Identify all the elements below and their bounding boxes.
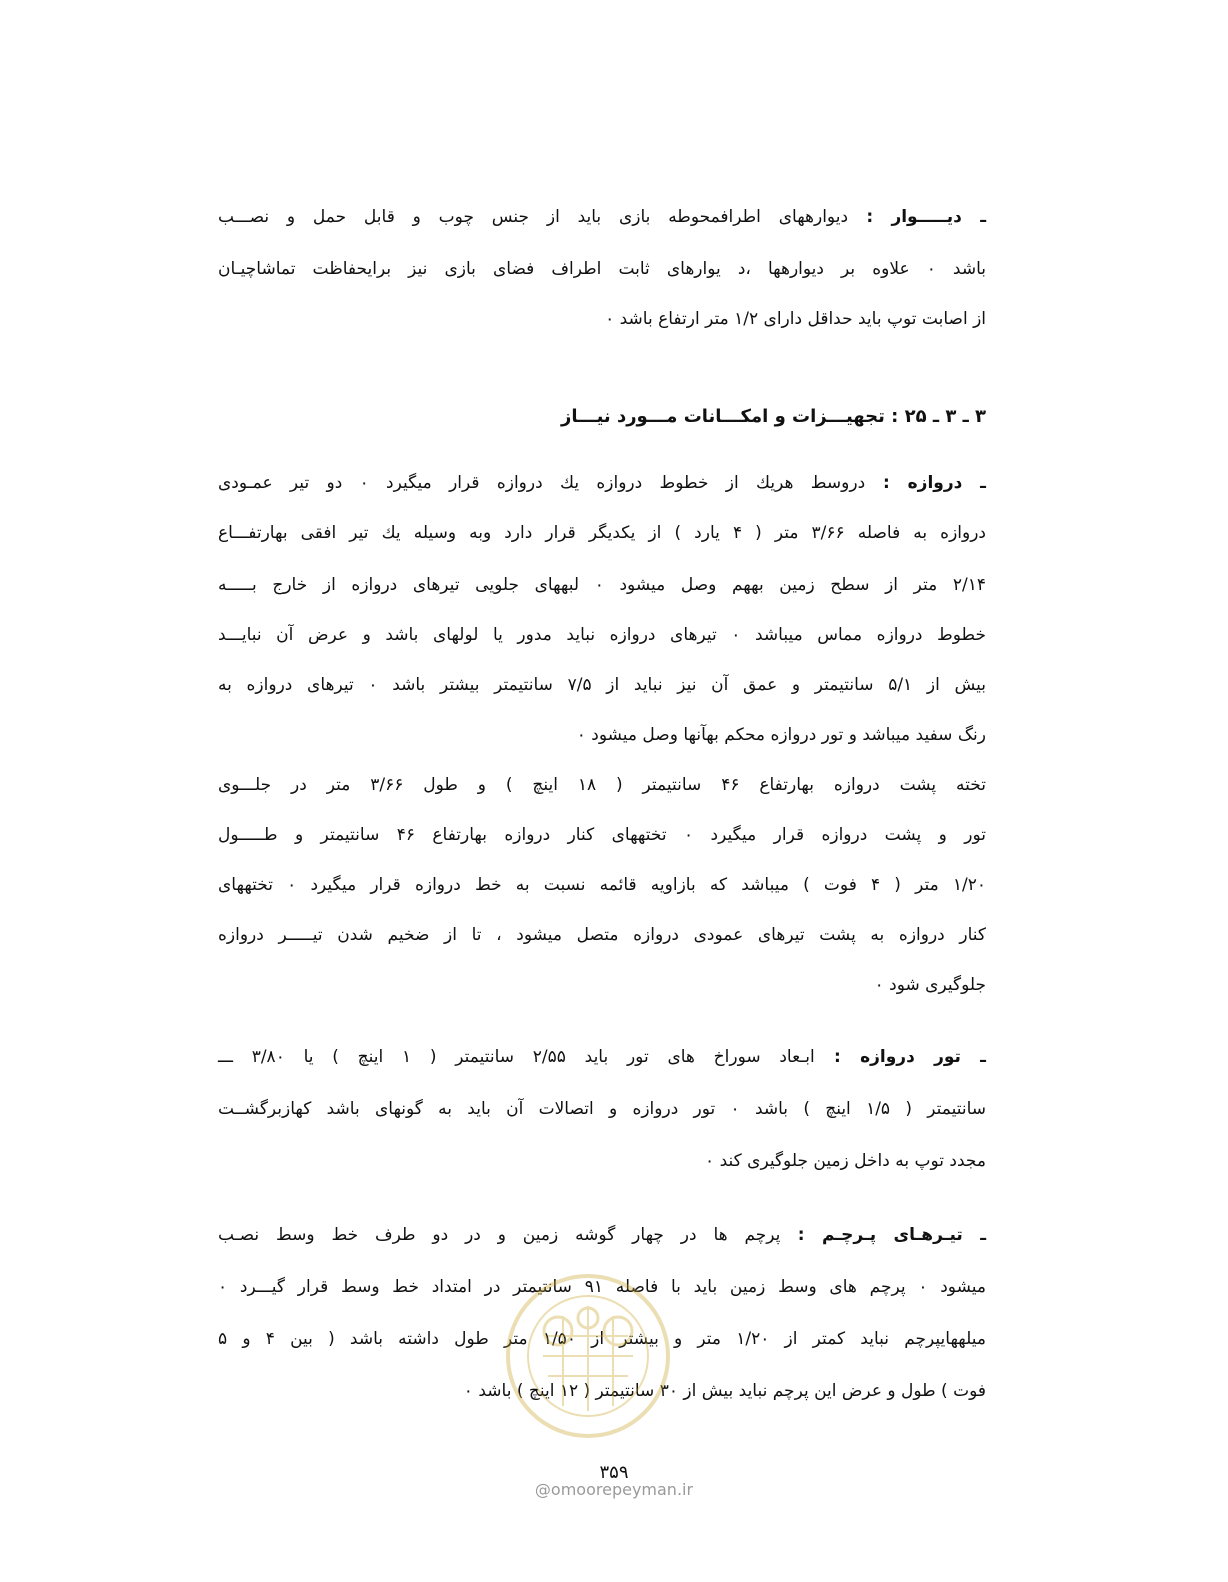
- goal-line-10: کنار دروازه به پشت تیرهای عمودی دروازه متصل میشود ، تا از ضخیم شدن تیـــــر دروازه: [218, 925, 986, 945]
- wall-line-1: ـ دیـــــوار : دیوارههای اطرافمحوطه بازی باید از جنس چوب و قابل حمل و نصـــب: [218, 207, 987, 227]
- goal-line-5: بیش از ۵/۱ سانتیمتر و عمق آن نیز نباید از ۷/۵ سانتیمتر بیشتر باشد ۰ تیرهای دروازه به: [218, 675, 987, 695]
- goal-line-7: تخته پشت دروازه بهارتفاع ۴۶ سانتیمتر ( ۱۸ اینچ ) و طول ۳/۶۶ متر در جلـــوی: [218, 775, 986, 795]
- watermark-site: @omoorepeyman.ir: [534, 1480, 694, 1499]
- goal-line-11: جلوگیری شود ۰: [874, 975, 986, 995]
- goal-line-6: رنگ سفید میباشد و تور دروازه محکم بهآنها وصل میشود ۰: [576, 725, 986, 745]
- flags-line-3: میلههایپرچم نباید کمتر از ۱/۲۰ متر و بیشتر از ۱/۵۰ متر طول داشته باشد ( بین ۴ و ۵: [218, 1329, 986, 1349]
- section-heading: ۳ ـ ۳ ـ ۲۵ : تجهیـــزات و امکـــانات مـــورد نیـــاز: [561, 406, 986, 427]
- net-line-3: مجدد توپ به داخل زمین جلوگیری کند ۰: [705, 1151, 986, 1171]
- goal-label: ـ دروازه :: [865, 473, 986, 493]
- flags-label: ـ تیـرهـای پـرچـم :: [780, 1225, 987, 1245]
- goal-line-4: خطوط دروازه مماس میباشد ۰ تیرهای دروازه نباید مدور یا لولهای باشد و عرض آن نبایـــد: [218, 625, 986, 645]
- wall-label: ـ دیـــــوار :: [848, 207, 987, 227]
- flags-line-2: میشود ۰ پرچم های وسط زمین باید با فاصله ۹۱ سانتیمتر در امتداد خط وسط قرار گیـــرد ۰: [218, 1277, 986, 1297]
- net-line-1: ـ تور دروازه : ابـعاد سوراخ های تور باید ۲/۵۵ سانتیمتر ( ۱ اینچ ) یا ۳/۸۰ ـــ: [218, 1047, 986, 1067]
- page-number: ۳۵۹: [599, 1462, 629, 1483]
- flags-line-1: ـ تیـرهـای پـرچـم : پرچم ها در چهار گوشه زمین و در دو طرف خط وسط نصـب: [218, 1225, 987, 1245]
- goal-line-1: ـ دروازه : دروسط هریك از خطوط دروازه یك دروازه قرار میگیرد ۰ دو تیر عمـودی: [218, 473, 986, 493]
- wall-line-3: از اصابت توپ باید حداقل دارای ۱/۲ متر ارتفاع باشد ۰: [605, 309, 986, 329]
- net-label: ـ تور دروازه :: [814, 1047, 986, 1067]
- goal-line-8: تور و پشت دروازه قرار میگیرد ۰ تختههای کنار دروازه بهارتفاع ۴۶ سانتیمتر و طـــــول: [218, 825, 986, 845]
- flags-line-4: فوت ) طول و عرض این پرچم نباید بیش از ۳۰ سانتیمتر ( ۱۲ اینچ ) باشد ۰: [463, 1381, 986, 1401]
- net-line-2: سانتیمتر ( ۱/۵ اینچ ) باشد ۰ تور دروازه و اتصالات آن باید به گونهای باشد کهازبرگشــت: [218, 1099, 986, 1119]
- goal-line-3: ۲/۱۴ متر از سطح زمین بههم وصل میشود ۰ لبههای جلویی تیرهای دروازه از خارج بـــــه: [218, 575, 987, 595]
- wall-line-2: باشد ۰ علاوه بر دیوارهها ،د یوارهای ثابت اطراف فضای بازی نیز برایحفاظت تماشاچیـان: [218, 259, 986, 279]
- goal-line-2: دروازه به فاصله ۳/۶۶ متر ( ۴ یارد ) از یکدیگر قرار دارد وبه وسیله یك تیر افقی بهارتفـــاع: [218, 523, 987, 543]
- goal-line-9: ۱/۲۰ متر ( ۴ فوت ) میباشد که بازاویه قائمه نسبت به خط دروازه قرار میگیرد ۰ تختههای: [218, 875, 986, 895]
